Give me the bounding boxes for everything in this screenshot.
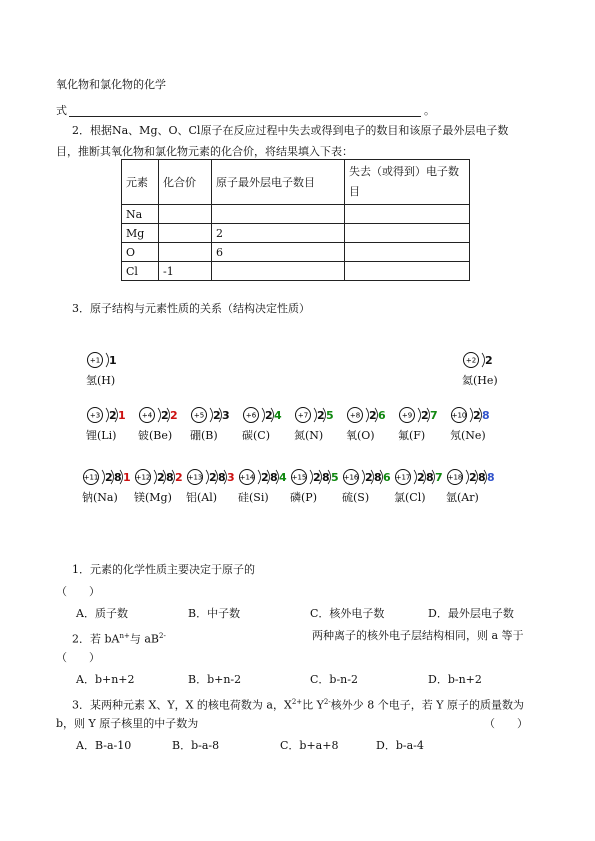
shell-electron-count: 6 <box>383 471 391 484</box>
option-b[interactable]: B．中子数 <box>188 607 241 620</box>
shell-electron-count: 2 <box>261 471 269 484</box>
shell-electron-count: 3 <box>227 471 235 484</box>
mc-question-3-stem <box>72 695 524 713</box>
atom-structure-svg <box>446 467 510 487</box>
valence-table <box>121 159 470 281</box>
q3-stem-part: 比 Y <box>302 698 324 712</box>
mc-question-3-paren[interactable]: （ ） <box>484 717 528 730</box>
option-d[interactable]: D．最外层电子数 <box>428 607 514 620</box>
intro-line: 氧化物和氯化物的化学 <box>56 78 166 91</box>
atom-diagram <box>462 350 526 390</box>
atom-structure-svg <box>86 350 150 370</box>
q3-superscript: 2- <box>323 698 331 706</box>
shell-electron-count: 2 <box>209 471 217 484</box>
nuclear-charge: +14 <box>239 473 255 482</box>
option-b[interactable]: B．b+n-2 <box>188 673 242 686</box>
atom-diagram <box>450 405 514 445</box>
shell-electron-count: 2 <box>170 409 178 422</box>
question-2-text-cont: 目，推断其氧化物和氯化物元素的化合价，将结果填入下表： <box>56 145 353 158</box>
option-c[interactable]: C．b-n-2 <box>310 673 358 686</box>
nuclear-charge: +5 <box>193 411 205 420</box>
element-name: 氩(Ar) <box>446 491 479 504</box>
table-header: 化合价 <box>159 160 212 205</box>
element-name: 铝(Al) <box>186 491 218 504</box>
shell-electron-count: 2 <box>175 471 183 484</box>
formula-suffix: 。 <box>424 104 435 117</box>
shell-electron-count: 6 <box>378 409 386 422</box>
shell-electron-count: 2 <box>109 409 117 422</box>
shell-electron-count: 2 <box>265 409 273 422</box>
shell-electron-count: 2 <box>417 471 425 484</box>
table-cell[interactable]: 6 <box>212 243 345 262</box>
shell-electron-count: 1 <box>123 471 131 484</box>
shell-electron-count: 3 <box>222 409 230 422</box>
nuclear-charge: +3 <box>89 411 101 420</box>
q2-superscript: n+ <box>119 632 130 640</box>
mc-question-2-stem-cont: 两种离子的核外电子层结构相同，则 a 等于 <box>312 629 524 642</box>
table-header-row <box>122 160 470 205</box>
option-c[interactable]: C．核外电子数 <box>310 607 385 620</box>
shell-electron-count: 1 <box>109 354 117 367</box>
table-cell[interactable] <box>212 205 345 224</box>
element-name: 氖(Ne) <box>450 429 486 442</box>
shell-electron-count: 2 <box>469 471 477 484</box>
fill-blank-line[interactable] <box>69 116 421 117</box>
shell-electron-count: 8 <box>218 471 226 484</box>
element-name: 铍(Be) <box>138 429 173 442</box>
atom-diagram <box>446 467 510 507</box>
mc-question-3-stem-cont: b，则 Y 原子核里的中子数为 <box>56 717 199 730</box>
shell-electron-count: 2 <box>317 409 325 422</box>
nuclear-charge: +10 <box>451 411 467 420</box>
element-name: 硼(B) <box>190 429 218 442</box>
element-name: 氧(O) <box>346 429 375 442</box>
mc-question-1-paren[interactable]: （ ） <box>56 585 100 598</box>
element-name: 硅(Si) <box>238 491 269 504</box>
nuclear-charge: +18 <box>447 473 463 482</box>
shell-electron-count: 1 <box>118 409 126 422</box>
q2-stem-part: 与 aB <box>129 632 159 646</box>
table-cell[interactable] <box>345 262 470 281</box>
nuclear-charge: +6 <box>245 411 257 420</box>
nuclear-charge: +17 <box>395 473 411 482</box>
shell-electron-count: 8 <box>374 471 382 484</box>
mc-question-1-stem: 1．元素的化学性质主要决定于原子的 <box>72 563 255 576</box>
q2-superscript: 2- <box>159 632 166 640</box>
table-cell[interactable]: 2 <box>212 224 345 243</box>
shell-electron-count: 2 <box>485 354 493 367</box>
element-name: 氮(N) <box>294 429 324 442</box>
shell-electron-count: 4 <box>274 409 282 422</box>
table-cell: Cl <box>122 262 159 281</box>
option-b[interactable]: B．b-a-8 <box>172 739 220 752</box>
element-name: 镁(Mg) <box>134 491 172 504</box>
nuclear-charge: +7 <box>297 411 309 420</box>
shell-electron-count: 7 <box>435 471 443 484</box>
shell-electron-count: 8 <box>478 471 486 484</box>
shell-electron-count: 2 <box>313 471 321 484</box>
table-cell: O <box>122 243 159 262</box>
formula-prefix: 式 <box>56 104 67 117</box>
nuclear-charge: +15 <box>291 473 307 482</box>
table-cell: Mg <box>122 224 159 243</box>
nuclear-charge: +12 <box>135 473 151 482</box>
atom-structure-svg <box>450 405 514 425</box>
shell-electron-count: 2 <box>213 409 221 422</box>
nuclear-charge: +1 <box>89 356 101 365</box>
element-name: 磷(P) <box>290 491 317 504</box>
nuclear-charge: +13 <box>187 473 203 482</box>
nuclear-charge: +2 <box>465 356 477 365</box>
mc-question-2-stem <box>72 629 166 647</box>
table-row <box>122 262 470 281</box>
shell-electron-count: 2 <box>473 409 481 422</box>
shell-electron-count: 8 <box>322 471 330 484</box>
shell-electron-count: 4 <box>279 471 287 484</box>
nuclear-charge: +11 <box>83 473 99 482</box>
shell-electron-count: 8 <box>166 471 174 484</box>
nuclear-charge: +8 <box>349 411 361 420</box>
table-header: 失去（或得到）电子数目 <box>345 160 470 205</box>
shell-electron-count: 2 <box>157 471 165 484</box>
shell-electron-count: 8 <box>270 471 278 484</box>
element-name: 氢(H) <box>86 374 116 387</box>
element-name: 硫(S) <box>342 491 370 504</box>
atom-structure-svg <box>462 350 526 370</box>
shell-electron-count: 8 <box>487 471 495 484</box>
q3-superscript: 2+ <box>291 698 303 706</box>
table-cell[interactable] <box>345 205 470 224</box>
table-cell[interactable] <box>159 243 212 262</box>
shell-electron-count: 8 <box>482 409 490 422</box>
question-3-title: 3．原子结构与元素性质的关系（结构决定性质） <box>72 302 310 315</box>
shell-electron-count: 5 <box>331 471 339 484</box>
shell-electron-count: 8 <box>114 471 122 484</box>
element-name: 钠(Na) <box>82 491 118 504</box>
nuclear-charge: +16 <box>343 473 359 482</box>
q3-stem-part: 3．某两种元素 X、Y，X 的核电荷数为 a，X <box>72 698 292 712</box>
mc-question-2-paren[interactable]: （ ） <box>56 651 100 664</box>
element-name: 锂(Li) <box>86 429 117 442</box>
option-a[interactable]: A．b+n+2 <box>76 673 135 686</box>
table-cell[interactable]: -1 <box>159 262 212 281</box>
table-cell[interactable] <box>345 224 470 243</box>
element-name: 氯(Cl) <box>394 491 426 504</box>
option-d[interactable]: D．b-n+2 <box>428 673 482 686</box>
shell-electron-count: 2 <box>421 409 429 422</box>
atom-diagram <box>86 350 150 390</box>
shell-electron-count: 2 <box>161 409 169 422</box>
shell-electron-count: 2 <box>365 471 373 484</box>
shell-electron-count: 5 <box>326 409 334 422</box>
element-name: 氟(F) <box>398 429 426 442</box>
element-name: 氦(He) <box>462 374 498 387</box>
table-row <box>122 224 470 243</box>
table-cell[interactable] <box>159 224 212 243</box>
option-a[interactable]: A．B-a-10 <box>76 739 132 752</box>
table-cell[interactable] <box>212 262 345 281</box>
table-header: 原子最外层电子数目 <box>212 160 345 205</box>
q3-stem-part: 核外少 8 个电子，若 Y 原子的质量数为 <box>330 698 524 712</box>
nuclear-charge: +9 <box>401 411 413 420</box>
nuclear-charge: +4 <box>141 411 153 420</box>
option-a[interactable]: A．质子数 <box>76 607 128 620</box>
table-header: 元素 <box>122 160 159 205</box>
shell-electron-count: 2 <box>369 409 377 422</box>
question-2-text: 2．根据Na、Mg、O、Cl原子在反应过程中失去或得到电子的数目和该原子最外层电子数 <box>72 124 509 137</box>
shell-electron-count: 8 <box>426 471 434 484</box>
table-cell[interactable] <box>159 205 212 224</box>
table-row <box>122 243 470 262</box>
table-row <box>122 205 470 224</box>
option-c[interactable]: C．b+a+8 <box>280 739 339 752</box>
q2-stem-part: 2．若 bA <box>72 632 120 646</box>
shell-electron-count: 7 <box>430 409 438 422</box>
shell-electron-count: 2 <box>105 471 113 484</box>
table-cell[interactable] <box>345 243 470 262</box>
option-d[interactable]: D．b-a-4 <box>376 739 424 752</box>
table-cell: Na <box>122 205 159 224</box>
element-name: 碳(C) <box>242 429 270 442</box>
